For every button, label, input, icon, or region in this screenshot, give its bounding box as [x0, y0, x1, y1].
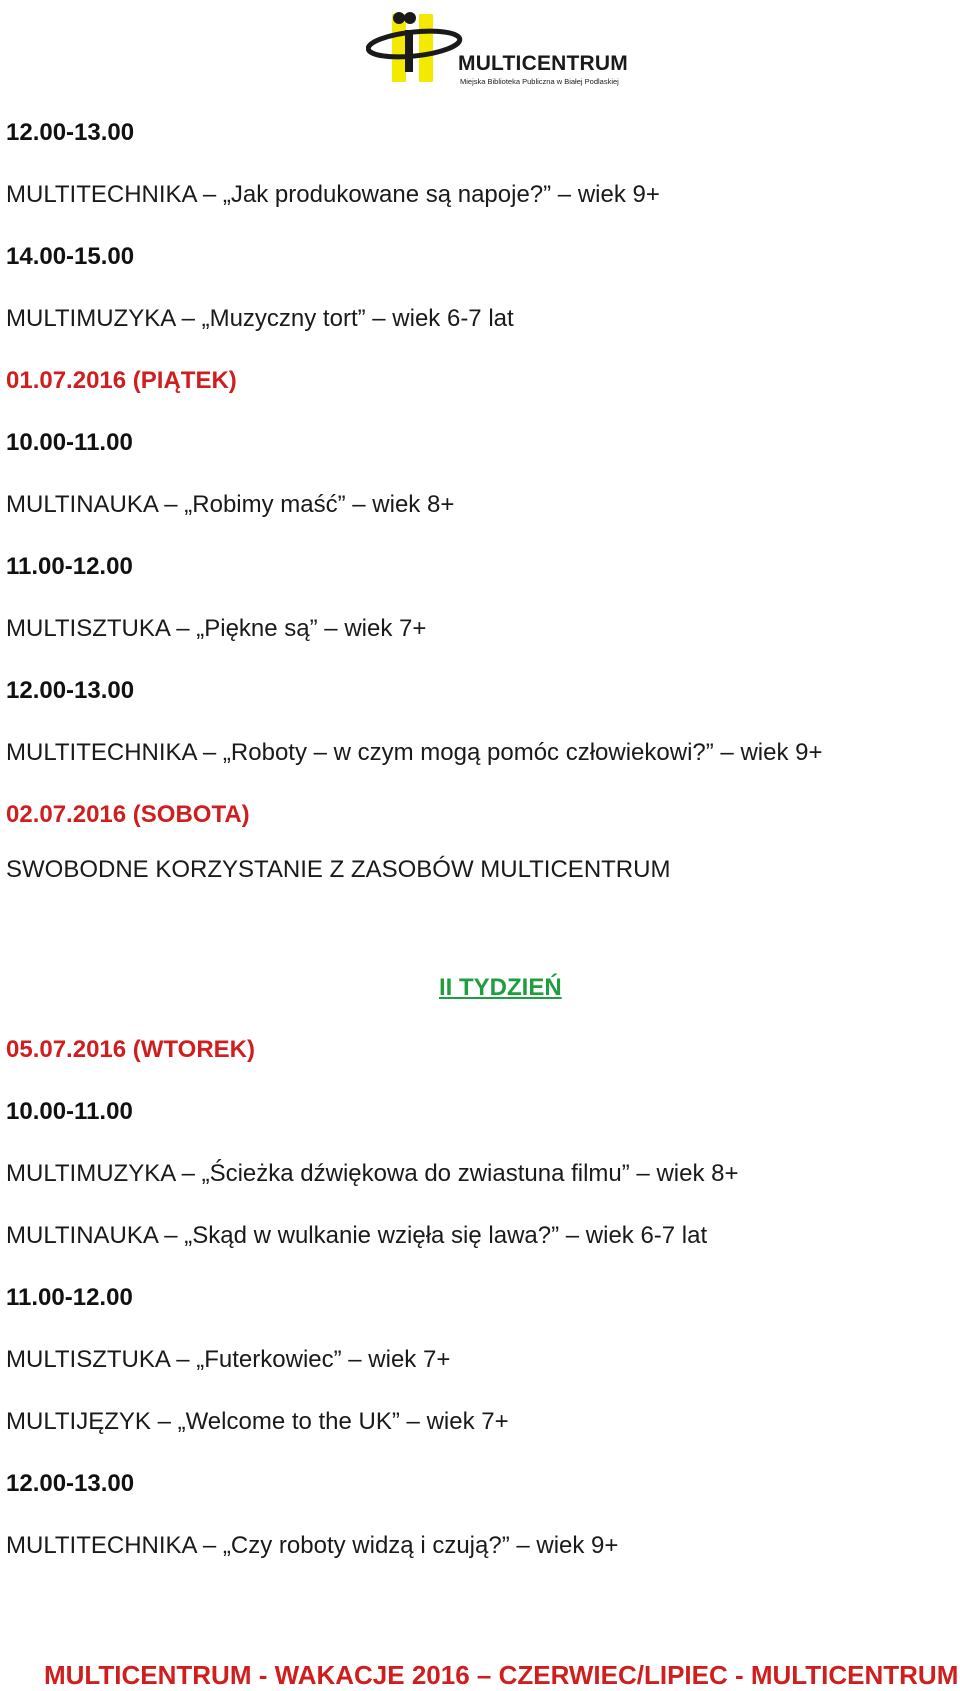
time-slot: 12.00-13.00	[6, 1470, 135, 1497]
time-slot: 10.00-11.00	[6, 429, 133, 456]
event-entry: MULTINAUKA – „Robimy maść” – wiek 8+	[6, 491, 455, 518]
multicentrum-logo	[366, 10, 636, 90]
page-footer: MULTICENTRUM - WAKACJE 2016 – CZERWIEC/LIPIEC - MULTICENTRUM	[44, 1660, 959, 1690]
event-entry: MULTISZTUKA – „Piękne są” – wiek 7+	[6, 615, 427, 642]
time-slot: 11.00-12.00	[6, 1284, 133, 1311]
date-heading: 01.07.2016 (PIĄTEK)	[6, 367, 237, 394]
event-entry: MULTIJĘZYK – „Welcome to the UK” – wiek 7+	[6, 1408, 509, 1435]
event-entry: MULTISZTUKA – „Futerkowiec” – wiek 7+	[6, 1346, 451, 1373]
time-slot: 12.00-13.00	[6, 677, 135, 704]
time-slot: 14.00-15.00	[6, 243, 135, 270]
event-entry: MULTITECHNIKA – „Jak produkowane są napoje?” – wiek 9+	[6, 181, 660, 208]
time-slot: 11.00-12.00	[6, 553, 133, 580]
date-heading: 05.07.2016 (WTOREK)	[6, 1036, 255, 1063]
date-heading: 02.07.2016 (SOBOTA)	[6, 801, 250, 828]
week-heading: II TYDZIEŃ	[439, 974, 562, 1001]
time-slot: 10.00-11.00	[6, 1098, 133, 1125]
event-entry: MULTITECHNIKA – „Czy roboty widzą i czują?” – wiek 9+	[6, 1532, 619, 1559]
event-entry: MULTITECHNIKA – „Roboty – w czym mogą pomóc człowiekowi?” – wiek 9+	[6, 739, 823, 766]
event-entry: MULTINAUKA – „Skąd w wulkanie wzięła się lawa?” – wiek 6-7 lat	[6, 1222, 708, 1249]
event-entry: SWOBODNE KORZYSTANIE Z ZASOBÓW MULTICENTRUM	[6, 856, 671, 883]
logo-subtitle: Miejska Biblioteka Publiczna w Białej Podlaskiej	[460, 77, 619, 86]
logo-wordmark: MULTICENTRUM	[458, 52, 628, 75]
time-slot: 12.00-13.00	[6, 119, 135, 146]
event-entry: MULTIMUZYKA – „Muzyczny tort” – wiek 6-7 lat	[6, 305, 514, 332]
event-entry: MULTIMUZYKA – „Ścieżka dźwiękowa do zwiastuna filmu” – wiek 8+	[6, 1160, 739, 1187]
